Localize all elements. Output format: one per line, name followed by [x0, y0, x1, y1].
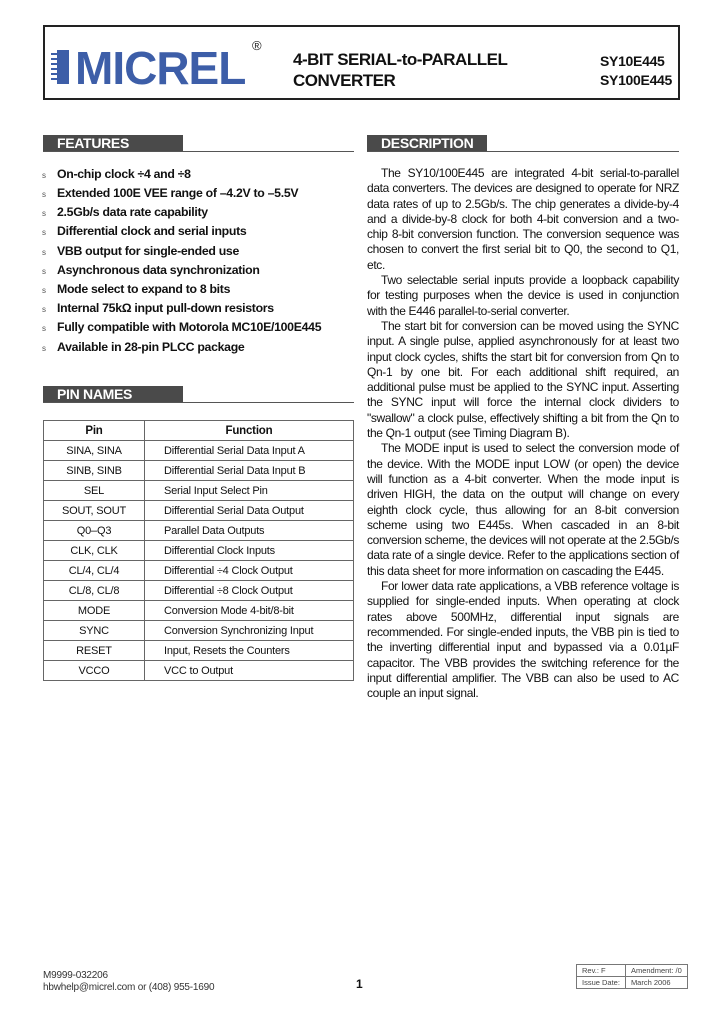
bullet-icon: s: [42, 228, 46, 237]
description-body: [367, 166, 679, 701]
table-row: [44, 621, 354, 641]
bullet-icon: s: [42, 267, 46, 276]
pin-cell: VCCO: [44, 661, 145, 681]
column-header-function: Function: [145, 421, 354, 441]
pin-names-heading: PIN NAMES: [43, 386, 183, 403]
bullet-icon: s: [42, 209, 46, 218]
table-row: [44, 661, 354, 681]
feature-item: [42, 224, 342, 242]
pin-names-table: [43, 420, 354, 681]
function-cell: Conversion Mode 4-bit/8-bit: [145, 601, 354, 621]
feature-text: Differential clock and serial inputs: [57, 224, 247, 238]
description-paragraph: The SY10/100E445 are integrated 4-bit serial-to-parallel data converters. The devices are designed to operate for NRZ data rates of up to 2.5Gb/s. The chip generates a divide-by-4 and a divide-by-8 clock for both 4-bit conversion and a two-chip 8-bit conversion function. The conversion sequence was chosen to convert the first serial bit to Q0, the second to Q1, etc.: [367, 166, 679, 272]
pin-cell: SINB, SINB: [44, 461, 145, 481]
features-rule: [43, 151, 354, 152]
pin-cell: SEL: [44, 481, 145, 501]
table-row: [44, 581, 354, 601]
logo-wordmark: MICREL: [75, 42, 246, 94]
function-cell: Differential Clock Inputs: [145, 541, 354, 561]
feature-text: Internal 75kΩ input pull-down resistors: [57, 301, 274, 315]
function-cell: Differential Serial Data Input B: [145, 461, 354, 481]
feature-item: [42, 320, 342, 338]
feature-item: [42, 263, 342, 281]
feature-text: Fully compatible with Motorola MC10E/100E445: [57, 320, 322, 334]
features-heading: FEATURES: [43, 135, 183, 152]
pin-cell: SOUT, SOUT: [44, 501, 145, 521]
feature-item: [42, 301, 342, 319]
document-title-line2: CONVERTER: [293, 71, 396, 90]
description-rule: [367, 151, 679, 152]
pin-cell: CL/8, CL/8: [44, 581, 145, 601]
issue-label: Issue Date:: [577, 977, 626, 989]
revision-table: [576, 964, 688, 989]
table-row: [44, 521, 354, 541]
description-paragraph: The start bit for conversion can be moved using the SYNC input. A single pulse, applied asynchronously for at least two input clock cycles, shifts the start bit for conversion from Qn to Qn-1 by one bit. For each additional shift required, an additional pulse must be applied to the SYNC input. Asserting the SYNC input will force the internal clock dividers to "swallow" a clock pulse, effectively shifting a bit from the Qn to the Qn-1 output (see Timing Diagram B).: [367, 318, 679, 441]
footer-contact: hbwhelp@micrel.com or (408) 955-1690: [43, 982, 215, 993]
table-row: [44, 541, 354, 561]
function-cell: Input, Resets the Counters: [145, 641, 354, 661]
function-cell: Serial Input Select Pin: [145, 481, 354, 501]
pin-names-rule: [43, 402, 354, 403]
feature-item: [42, 340, 342, 358]
column-header-pin: Pin: [44, 421, 145, 441]
part-number-2: SY100E445: [600, 72, 673, 88]
function-cell: Differential ÷8 Clock Output: [145, 581, 354, 601]
rev-label: Rev.: F: [577, 965, 626, 977]
table-row: [44, 561, 354, 581]
feature-text: Available in 28-pin PLCC package: [57, 340, 245, 354]
pin-cell: SYNC: [44, 621, 145, 641]
feature-item: [42, 186, 342, 204]
pin-cell: SINA, SINA: [44, 441, 145, 461]
part-number-1: SY10E445: [600, 53, 665, 69]
description-paragraph: For lower data rate applications, a VBB reference voltage is supplied for single-ended inputs. When operating at clock rates above 500MHz, differential input signals are recommended. For single-ended inputs, the VBB pin is tied to the inverting differential input and bypassed via a 0.01µF capacitor. The VBB provides the switching reference for the input differential amplifier. The VBB can also be used to AC couple an input signal.: [367, 579, 679, 701]
feature-item: [42, 167, 342, 185]
micrel-logo: [57, 38, 262, 94]
function-cell: Differential ÷4 Clock Output: [145, 561, 354, 581]
pin-cell: RESET: [44, 641, 145, 661]
feature-text: On-chip clock ÷4 and ÷8: [57, 167, 191, 181]
feature-item: [42, 244, 342, 262]
function-cell: Differential Serial Data Output: [145, 501, 354, 521]
registered-mark: ®: [252, 38, 262, 53]
feature-text: Asynchronous data synchronization: [57, 263, 260, 277]
function-cell: VCC to Output: [145, 661, 354, 681]
description-paragraph: The MODE input is used to select the conversion mode of the device. With the MODE input LOW (or open) the device will function as a 4-bit converter. When the mode input is driven HIGH, the data on the output will change on every eighth clock cycle, thus allowing for an 8-bit conversion scheme using two E445s. When cascaded in an 8-bit conversion scheme, the devices will not operate at the 2.5Gb/s data rate of a single device. Refer to the applications section of this data sheet for more information on cascading the E445.: [367, 441, 679, 578]
feature-text: 2.5Gb/s data rate capability: [57, 205, 208, 219]
footer-doc-number: M9999-032206: [43, 970, 108, 981]
description-heading: DESCRIPTION: [367, 135, 487, 152]
pin-cell: CL/4, CL/4: [44, 561, 145, 581]
table-header-row: [44, 421, 354, 441]
feature-text: Extended 100E VEE range of –4.2V to –5.5V: [57, 186, 299, 200]
table-row: [44, 461, 354, 481]
bullet-icon: s: [42, 190, 46, 199]
pin-cell: MODE: [44, 601, 145, 621]
table-row: [44, 441, 354, 461]
table-row: [44, 641, 354, 661]
bullet-icon: s: [42, 344, 46, 353]
bullet-icon: s: [42, 305, 46, 314]
pin-cell: Q0–Q3: [44, 521, 145, 541]
bullet-icon: s: [42, 171, 46, 180]
feature-item: [42, 205, 342, 223]
amendment-label: Amendment: /0: [625, 965, 687, 977]
bullet-icon: s: [42, 324, 46, 333]
document-title-line1: 4-BIT SERIAL-to-PARALLEL: [293, 50, 508, 69]
chip-icon: [51, 48, 73, 86]
feature-text: VBB output for single-ended use: [57, 244, 239, 258]
pin-cell: CLK, CLK: [44, 541, 145, 561]
bullet-icon: s: [42, 248, 46, 257]
table-row: [44, 501, 354, 521]
function-cell: Parallel Data Outputs: [145, 521, 354, 541]
page-number: 1: [356, 977, 363, 991]
description-paragraph: Two selectable serial inputs provide a loopback capability for testing purposes when the device is used in conjunction with the E446 parallel-to-serial converter.: [367, 273, 679, 318]
issue-date: March 2006: [625, 977, 687, 989]
feature-text: Mode select to expand to 8 bits: [57, 282, 231, 296]
table-row: [44, 481, 354, 501]
feature-item: [42, 282, 342, 300]
function-cell: Conversion Synchronizing Input: [145, 621, 354, 641]
function-cell: Differential Serial Data Input A: [145, 441, 354, 461]
table-row: [44, 601, 354, 621]
bullet-icon: s: [42, 286, 46, 295]
